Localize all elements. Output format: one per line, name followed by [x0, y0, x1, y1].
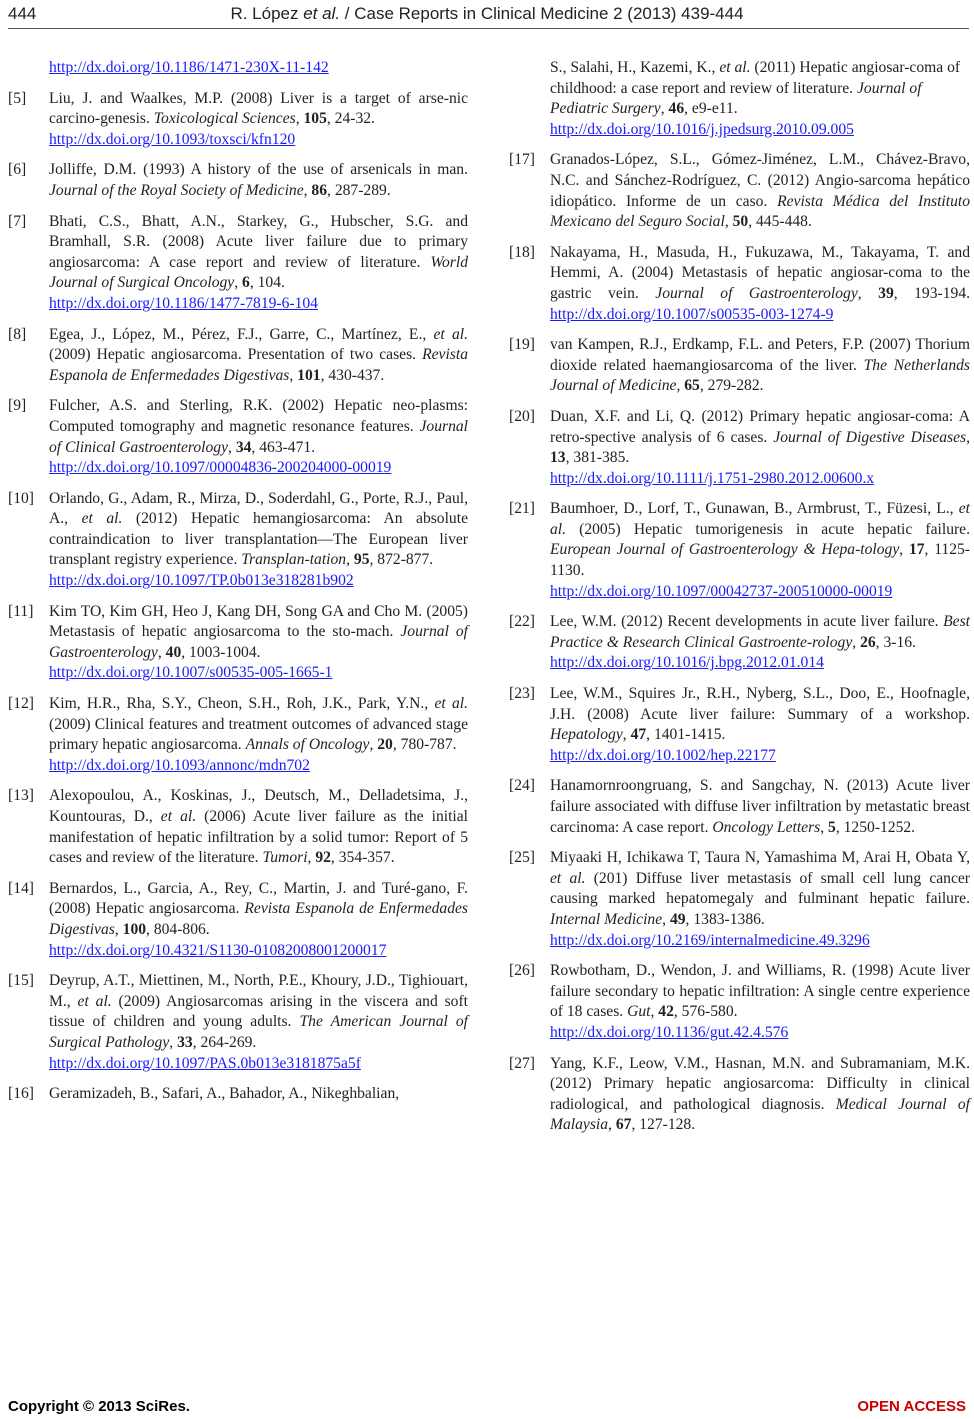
reference-number: [18] — [509, 243, 535, 261]
pages: , 463-471. — [251, 438, 316, 456]
journal-name: Toxicological Sciences — [153, 110, 296, 128]
journal-name: The American Journal of Surgical Pathology — [49, 1013, 468, 1051]
reference-item — [8, 160, 468, 201]
pages: , e9-e11. — [684, 100, 738, 118]
journal-name: European Journal of Gastroenterology & Hepa-tology — [550, 541, 900, 559]
separator: , — [662, 910, 670, 928]
volume: 101 — [297, 366, 321, 384]
journal-name: Journal of Clinical Gastroenterology — [49, 417, 468, 456]
journal-name: Gut — [627, 1003, 651, 1021]
open-access-label: OPEN ACCESS — [857, 1398, 966, 1415]
separator: , — [660, 100, 669, 118]
reference-text — [49, 325, 468, 387]
reference-authors: Hanamornroongruang, S. and Sangchay, N. (2013) Acute liver failure associated with diffuse liver infiltration by metastatic breast carcinoma: A case report. — [550, 777, 970, 836]
et-al: et al. — [550, 500, 970, 538]
pages: , 3-16. — [875, 633, 916, 651]
doi-link[interactable]: http://dx.doi.org/10.1016/j.bpg.2012.01.014 — [550, 654, 824, 672]
doi-link[interactable]: http://dx.doi.org/10.1097/00042737-200510000-00019 — [550, 582, 893, 600]
reference-number: [17] — [509, 151, 535, 169]
volume: 47 — [630, 726, 647, 744]
reference-item — [509, 407, 970, 489]
volume: 6 — [242, 274, 250, 292]
reference-item — [509, 150, 970, 232]
left-column — [8, 58, 468, 1115]
pages: , 576-580. — [673, 1003, 738, 1021]
running-title-journal: / Case Reports in Clinical Medicine 2 (2013) 439-444 — [340, 4, 744, 23]
journal-name: Journal of Digestive Diseases — [773, 428, 967, 446]
separator: , — [346, 551, 354, 569]
continued-reference — [509, 58, 970, 140]
volume: 17 — [908, 541, 925, 559]
separator: , — [857, 284, 879, 302]
right-column — [509, 58, 970, 1146]
doi-link[interactable]: http://dx.doi.org/10.1186/1477-7819-6-104 — [49, 294, 318, 312]
journal-name: Revista Espanola de Enfermedades Digestivas — [49, 346, 468, 384]
volume: 5 — [828, 818, 836, 836]
reference-text — [49, 971, 468, 1074]
pages: , 127-128. — [631, 1116, 696, 1134]
reference-authors: Egea, J., López, M., Pérez, F.J., Garre, C., Martínez, E., — [49, 325, 434, 343]
separator: , — [622, 726, 631, 744]
doi-link[interactable]: http://dx.doi.org/10.4321/S1130-01082008001200017 — [49, 941, 387, 959]
reference-title: (201) Diffuse liver metastasis of small cell lung cancer causing marked hepatomegaly and fulminant hepatic failure. — [550, 869, 970, 908]
doi-link[interactable]: http://dx.doi.org/10.1002/hep.22177 — [550, 746, 776, 764]
reference-number: [22] — [509, 613, 535, 631]
reference-authors: Kim, H.R., Rha, S.Y., Cheon, S.H., Roh, J.K., Park, Y.N., — [49, 695, 435, 713]
reference-item — [8, 1084, 468, 1105]
separator: , — [369, 736, 378, 754]
reference-authors: Bhati, C.S., Bhatt, A.N., Starkey, G., Hubscher, S.G. and Bramhall, S.R. (2008) Acute liver failure due to primary angiosarcoma: A case report and review of literature. — [49, 212, 468, 271]
reference-authors: Bernardos, L., Garcia, A., Rey, C., Martin, J. and Turé-gano, F. (2008) Hepatic angiosarcoma. — [49, 879, 468, 918]
reference-item — [509, 243, 970, 325]
reference-number: [24] — [509, 777, 535, 795]
reference-authors: Deyrup, A.T., Miettinen, M., North, P.E., Khoury, J.D., Tighiouart, M., — [49, 972, 468, 1010]
doi-link[interactable]: http://dx.doi.org/10.1007/s00535-003-1274-9 — [550, 305, 834, 323]
reference-authors: Kim TO, Kim GH, Heo J, Kang DH, Song GA and Cho M. (2005) Metastasis of hepatic angiosarcoma to the sto-mach. — [49, 602, 468, 641]
reference-text — [550, 848, 970, 951]
reference-authors: Orlando, G., Adam, R., Mirza, D., Soderdahl, G., Porte, R.J., Paul, A., — [49, 489, 468, 528]
volume: 65 — [684, 377, 700, 395]
reference-title: (2009) Hepatic angiosarcoma. Presentation of two cases. — [49, 346, 423, 364]
reference-number: [15] — [8, 972, 34, 990]
journal-name: Journal of the Royal Society of Medicine — [49, 181, 304, 199]
journal-name: Revista Médica del Instituto Mexicano del Seguro Social — [550, 192, 970, 231]
volume: 34 — [235, 438, 252, 456]
et-al: et al. — [160, 808, 197, 825]
pages: , 445-448. — [748, 213, 812, 231]
reference-item — [509, 335, 970, 397]
reference-text — [550, 150, 970, 232]
reference-text — [550, 1054, 970, 1136]
separator: , — [724, 213, 733, 231]
journal-name: The Netherlands Journal of Medicine — [550, 356, 970, 395]
reference-number: [21] — [509, 500, 535, 518]
volume: 26 — [860, 633, 876, 651]
volume: 49 — [669, 910, 686, 928]
pages: , 381-385. — [565, 449, 630, 467]
reference-number: [23] — [509, 685, 535, 703]
reference-authors: Fulcher, A.S. and Sterling, R.K. (2002) Hepatic neo-plasms: Computed tomography and magnetic resonance features. — [49, 397, 468, 435]
separator: , — [289, 366, 298, 384]
journal-name: Transplan-tation — [241, 551, 347, 569]
pages: , 1401-1415. — [646, 726, 726, 744]
reference-number: [19] — [509, 336, 535, 354]
reference-authors: Yang, K.F., Leow, V.M., Hasnan, M.N. and Subramaniam, M.K. (2012) Primary hepatic angiosarcoma: Difficulty in clinical radiological, and pathological diagnosis. — [550, 1054, 970, 1113]
reference-item — [8, 602, 468, 684]
reference-item — [8, 786, 468, 868]
reference-number: [20] — [509, 407, 535, 425]
reference-text — [550, 776, 970, 838]
doi-link[interactable]: http://dx.doi.org/10.1016/j.jpedsurg.2010.09.005 — [550, 120, 854, 138]
pages: , 104. — [249, 274, 285, 292]
reference-number: [8] — [8, 325, 27, 343]
reference-title: (2005) Hepatic tumorigenesis in acute hepatic failure. — [566, 520, 970, 538]
reference-authors: Liu, J. and Waalkes, M.P. (2008) Liver is a target of arse-nic carcino-genesis. — [49, 89, 468, 128]
reference-item — [8, 971, 468, 1074]
reference-item — [509, 684, 970, 766]
separator: , — [169, 1033, 178, 1051]
et-al: et al. — [550, 869, 586, 887]
reference-item — [8, 325, 468, 387]
volume: 92 — [315, 849, 331, 867]
reference-authors: Jolliffe, D.M. (1993) A history of the use of arsenicals in man. — [49, 161, 468, 179]
reference-item — [509, 612, 970, 674]
separator: , — [114, 920, 123, 938]
et-al: et al. — [77, 992, 112, 1010]
header-rule — [8, 28, 969, 29]
journal-name: Journal of Gastroenterology — [655, 284, 858, 302]
reference-title: (2012) Hepatic hemangiosarcoma: An absolute contraindication to liver transplantation—The European liver transplant registry experience. — [49, 510, 468, 569]
reference-item — [509, 776, 970, 838]
journal-name: Journal of Pediatric Surgery — [550, 79, 922, 118]
reference-number: [5] — [8, 89, 27, 107]
pages: , 1003-1004. — [181, 643, 261, 661]
volume: 33 — [177, 1033, 193, 1051]
reference-text — [550, 499, 970, 602]
volume: 42 — [658, 1003, 674, 1021]
doi-link[interactable]: http://dx.doi.org/10.1111/j.1751-2980.2012.00600.x — [550, 469, 875, 487]
volume: 95 — [353, 551, 370, 569]
reference-text — [49, 212, 468, 315]
reference-text — [49, 786, 468, 868]
journal-name: Hepatology — [550, 726, 623, 744]
running-title-etal: et al. — [303, 4, 341, 23]
pages: , 279-282. — [699, 377, 764, 395]
continued-reference — [8, 58, 468, 79]
reference-text — [49, 1084, 468, 1105]
reference-authors: Alexopoulou, A., Koskinas, J., Deutsch, M., Delladetsima, J., Kountouras, D., — [49, 787, 468, 825]
reference-number: [6] — [8, 161, 27, 179]
journal-name: World Journal of Surgical Oncology — [49, 253, 468, 292]
et-al: et al. — [81, 510, 123, 528]
reference-item — [509, 848, 970, 951]
reference-text — [49, 602, 468, 684]
reference-text — [550, 961, 970, 1043]
journal-name: Tumori — [262, 849, 308, 867]
pages: , 1250-1252. — [835, 818, 916, 836]
volume: 105 — [303, 110, 327, 128]
doi-link[interactable]: http://dx.doi.org/10.1097/00004836-200204000-00019 — [49, 459, 392, 477]
doi-link[interactable]: http://dx.doi.org/10.1093/annonc/mdn702 — [49, 756, 310, 774]
running-title — [0, 4, 974, 24]
reference-authors: Duan, X.F. and Li, Q. (2012) Primary hepatic angiosar-coma: A retro-spective analysis of 6 cases. — [550, 407, 970, 446]
reference-item — [8, 489, 468, 592]
reference-number: [25] — [509, 849, 535, 867]
reference-authors: Lee, W.M. (2012) Recent developments in acute liver failure. — [550, 613, 944, 631]
reference-text — [550, 684, 970, 766]
reference-number: [26] — [509, 962, 535, 980]
journal-name: Internal Medicine — [550, 910, 663, 928]
separator: , — [303, 181, 312, 199]
volume: 50 — [732, 213, 749, 231]
separator: , — [966, 428, 970, 446]
doi-link[interactable]: http://dx.doi.org/10.1097/TP.0b013e318281b902 — [49, 572, 354, 590]
reference-item — [8, 396, 468, 478]
reference-authors: Lee, W.M., Squires Jr., R.H., Nyberg, S.L., Doo, E., Hoofnagle, J.H. (2008) Acute liver failure: Summary of a workshop. — [550, 685, 970, 723]
separator: , — [608, 1116, 616, 1134]
running-title-authors: R. López — [230, 4, 304, 23]
separator: , — [307, 849, 316, 867]
reference-title: (2009) Angiosarcomas arising in the viscera and soft tissue of children and young adults. — [49, 992, 468, 1031]
reference-authors: Granados-López, S.L., Gómez-Jiménez, L.M., Chávez-Bravo, N.C. and Sánchez-Rodríguez, C. (2012) Angio-sarcoma hepático idiopático. Informe de un caso. — [550, 151, 970, 210]
pages: , 1383-1386. — [685, 910, 765, 928]
journal-name: Oncology Letters — [712, 818, 821, 836]
page-number: 444 — [8, 4, 37, 23]
page-header — [0, 0, 974, 34]
reference-text — [550, 335, 970, 397]
separator: , — [650, 1003, 659, 1021]
doi-link[interactable]: http://dx.doi.org/10.2169/internalmedicine.49.3296 — [550, 931, 870, 949]
et-al: et al. — [719, 59, 751, 76]
volume: 20 — [377, 736, 393, 754]
volume: 100 — [122, 920, 147, 938]
doi-link[interactable]: http://dx.doi.org/10.1007/s00535-005-1665-1 — [49, 664, 333, 682]
volume: 86 — [311, 181, 328, 199]
reference-authors: S., Salahi, H., Kazemi, K., — [550, 59, 720, 76]
pages: , 24-32. — [326, 110, 375, 128]
separator: , — [852, 633, 861, 651]
reference-number: [13] — [8, 787, 34, 805]
journal-name: Best Practice & Research Clinical Gastroente-rology — [550, 613, 970, 651]
doi-link[interactable]: http://dx.doi.org/10.1186/1471-230X-11-142 — [49, 59, 329, 76]
reference-number: [11] — [8, 602, 34, 620]
volume: 40 — [165, 643, 182, 661]
separator: , — [676, 377, 685, 395]
reference-number: [9] — [8, 397, 27, 415]
journal-name: Medical Journal of Malaysia — [550, 1095, 970, 1134]
reference-number: [12] — [8, 695, 34, 713]
separator: , — [228, 438, 236, 456]
reference-text — [49, 89, 468, 151]
journal-name: Journal of Gastroenterology — [49, 623, 468, 661]
pages: , 287-289. — [327, 181, 391, 199]
separator: , — [295, 110, 304, 128]
reference-number: [16] — [8, 1085, 34, 1103]
copyright-notice: Copyright © 2013 SciRes. — [8, 1398, 190, 1415]
reference-title: (2009) Clinical features and treatment outcomes of advanced stage primary hepatic angiosarcoma. — [49, 715, 468, 754]
doi-link[interactable]: http://dx.doi.org/10.1136/gut.42.4.576 — [550, 1023, 789, 1041]
reference-item — [8, 694, 468, 776]
reference-authors: Baumhoer, D., Lorf, T., Gunawan, B., Armbrust, T., Füzesi, L., — [550, 500, 959, 518]
reference-text — [49, 489, 468, 592]
pages: , 264-269. — [192, 1033, 257, 1051]
left-reference-list — [8, 89, 468, 1105]
separator: , — [234, 274, 243, 292]
reference-item — [8, 212, 468, 315]
doi-link[interactable]: http://dx.doi.org/10.1093/toxsci/kfn120 — [49, 130, 296, 148]
reference-number: [10] — [8, 489, 34, 507]
separator: , — [899, 541, 909, 559]
volume: 67 — [615, 1116, 632, 1134]
reference-number: [14] — [8, 879, 34, 897]
pages: , 872-877. — [369, 551, 434, 569]
reference-title: (2006) Acute liver failure as the initial manifestation of hepatic infiltration by a solid tumor: Report of 5 cases and review of the literature. — [49, 808, 469, 867]
reference-authors: Rowbotham, D., Wendon, J. and Williams, R. (1998) Acute liver failure secondary to hepatic infiltration: A single centre experience of 18 cases. — [550, 962, 970, 1021]
reference-item — [509, 961, 970, 1043]
reference-authors: Nakayama, H., Masuda, H., Fukuzawa, M., Takayama, T. and Hemmi, A. (2004) Metastasis of hepatic angiosar-coma to the gastric vein. — [550, 243, 970, 302]
reference-number: [27] — [509, 1054, 535, 1072]
volume: 13 — [550, 449, 566, 467]
journal-name: Revista Espanola de Enfermedades Digestivas — [49, 900, 468, 938]
et-al: et al. — [433, 325, 468, 343]
pages: , 354-357. — [330, 849, 395, 867]
separator: , — [820, 818, 829, 836]
pages: , 1125-1130. — [550, 541, 970, 580]
reference-item — [509, 499, 970, 602]
volume: 39 — [878, 284, 894, 302]
reference-title: (2011) Hepatic angiosar-coma of childhood: a case report and review of literature. — [550, 59, 961, 97]
reference-item — [8, 879, 468, 961]
pages: , 780-787. — [392, 736, 457, 754]
reference-text — [49, 160, 468, 201]
reference-text — [49, 396, 468, 478]
doi-link[interactable]: http://dx.doi.org/10.1097/PAS.0b013e3181875a5f — [49, 1054, 361, 1072]
reference-authors: Miyaaki H, Ichikawa T, Taura N, Yamashima M, Arai H, Obata Y, — [550, 849, 970, 867]
reference-authors: van Kampen, R.J., Erdkamp, F.L. and Peters, F.P. (2007) Thorium dioxide related haemangiosarcoma of the liver. — [550, 336, 970, 374]
separator: , — [157, 643, 166, 661]
reference-text — [550, 407, 970, 489]
reference-text — [550, 612, 970, 674]
reference-authors: Geramizadeh, B., Safari, A., Bahador, A., Nikeghbalian, — [49, 1085, 400, 1103]
journal-name: Annals of Oncology — [245, 736, 370, 754]
et-al: et al. — [434, 695, 468, 713]
volume: 46 — [668, 100, 685, 118]
reference-item — [509, 1054, 970, 1136]
reference-number: [7] — [8, 212, 27, 230]
reference-text — [49, 879, 468, 961]
pages: , 193-194. — [893, 284, 971, 302]
reference-item — [8, 89, 468, 151]
right-reference-list — [509, 150, 970, 1136]
reference-text — [49, 694, 468, 776]
pages: , 804-806. — [146, 920, 210, 938]
reference-text — [550, 243, 970, 325]
pages: , 430-437. — [320, 366, 385, 384]
